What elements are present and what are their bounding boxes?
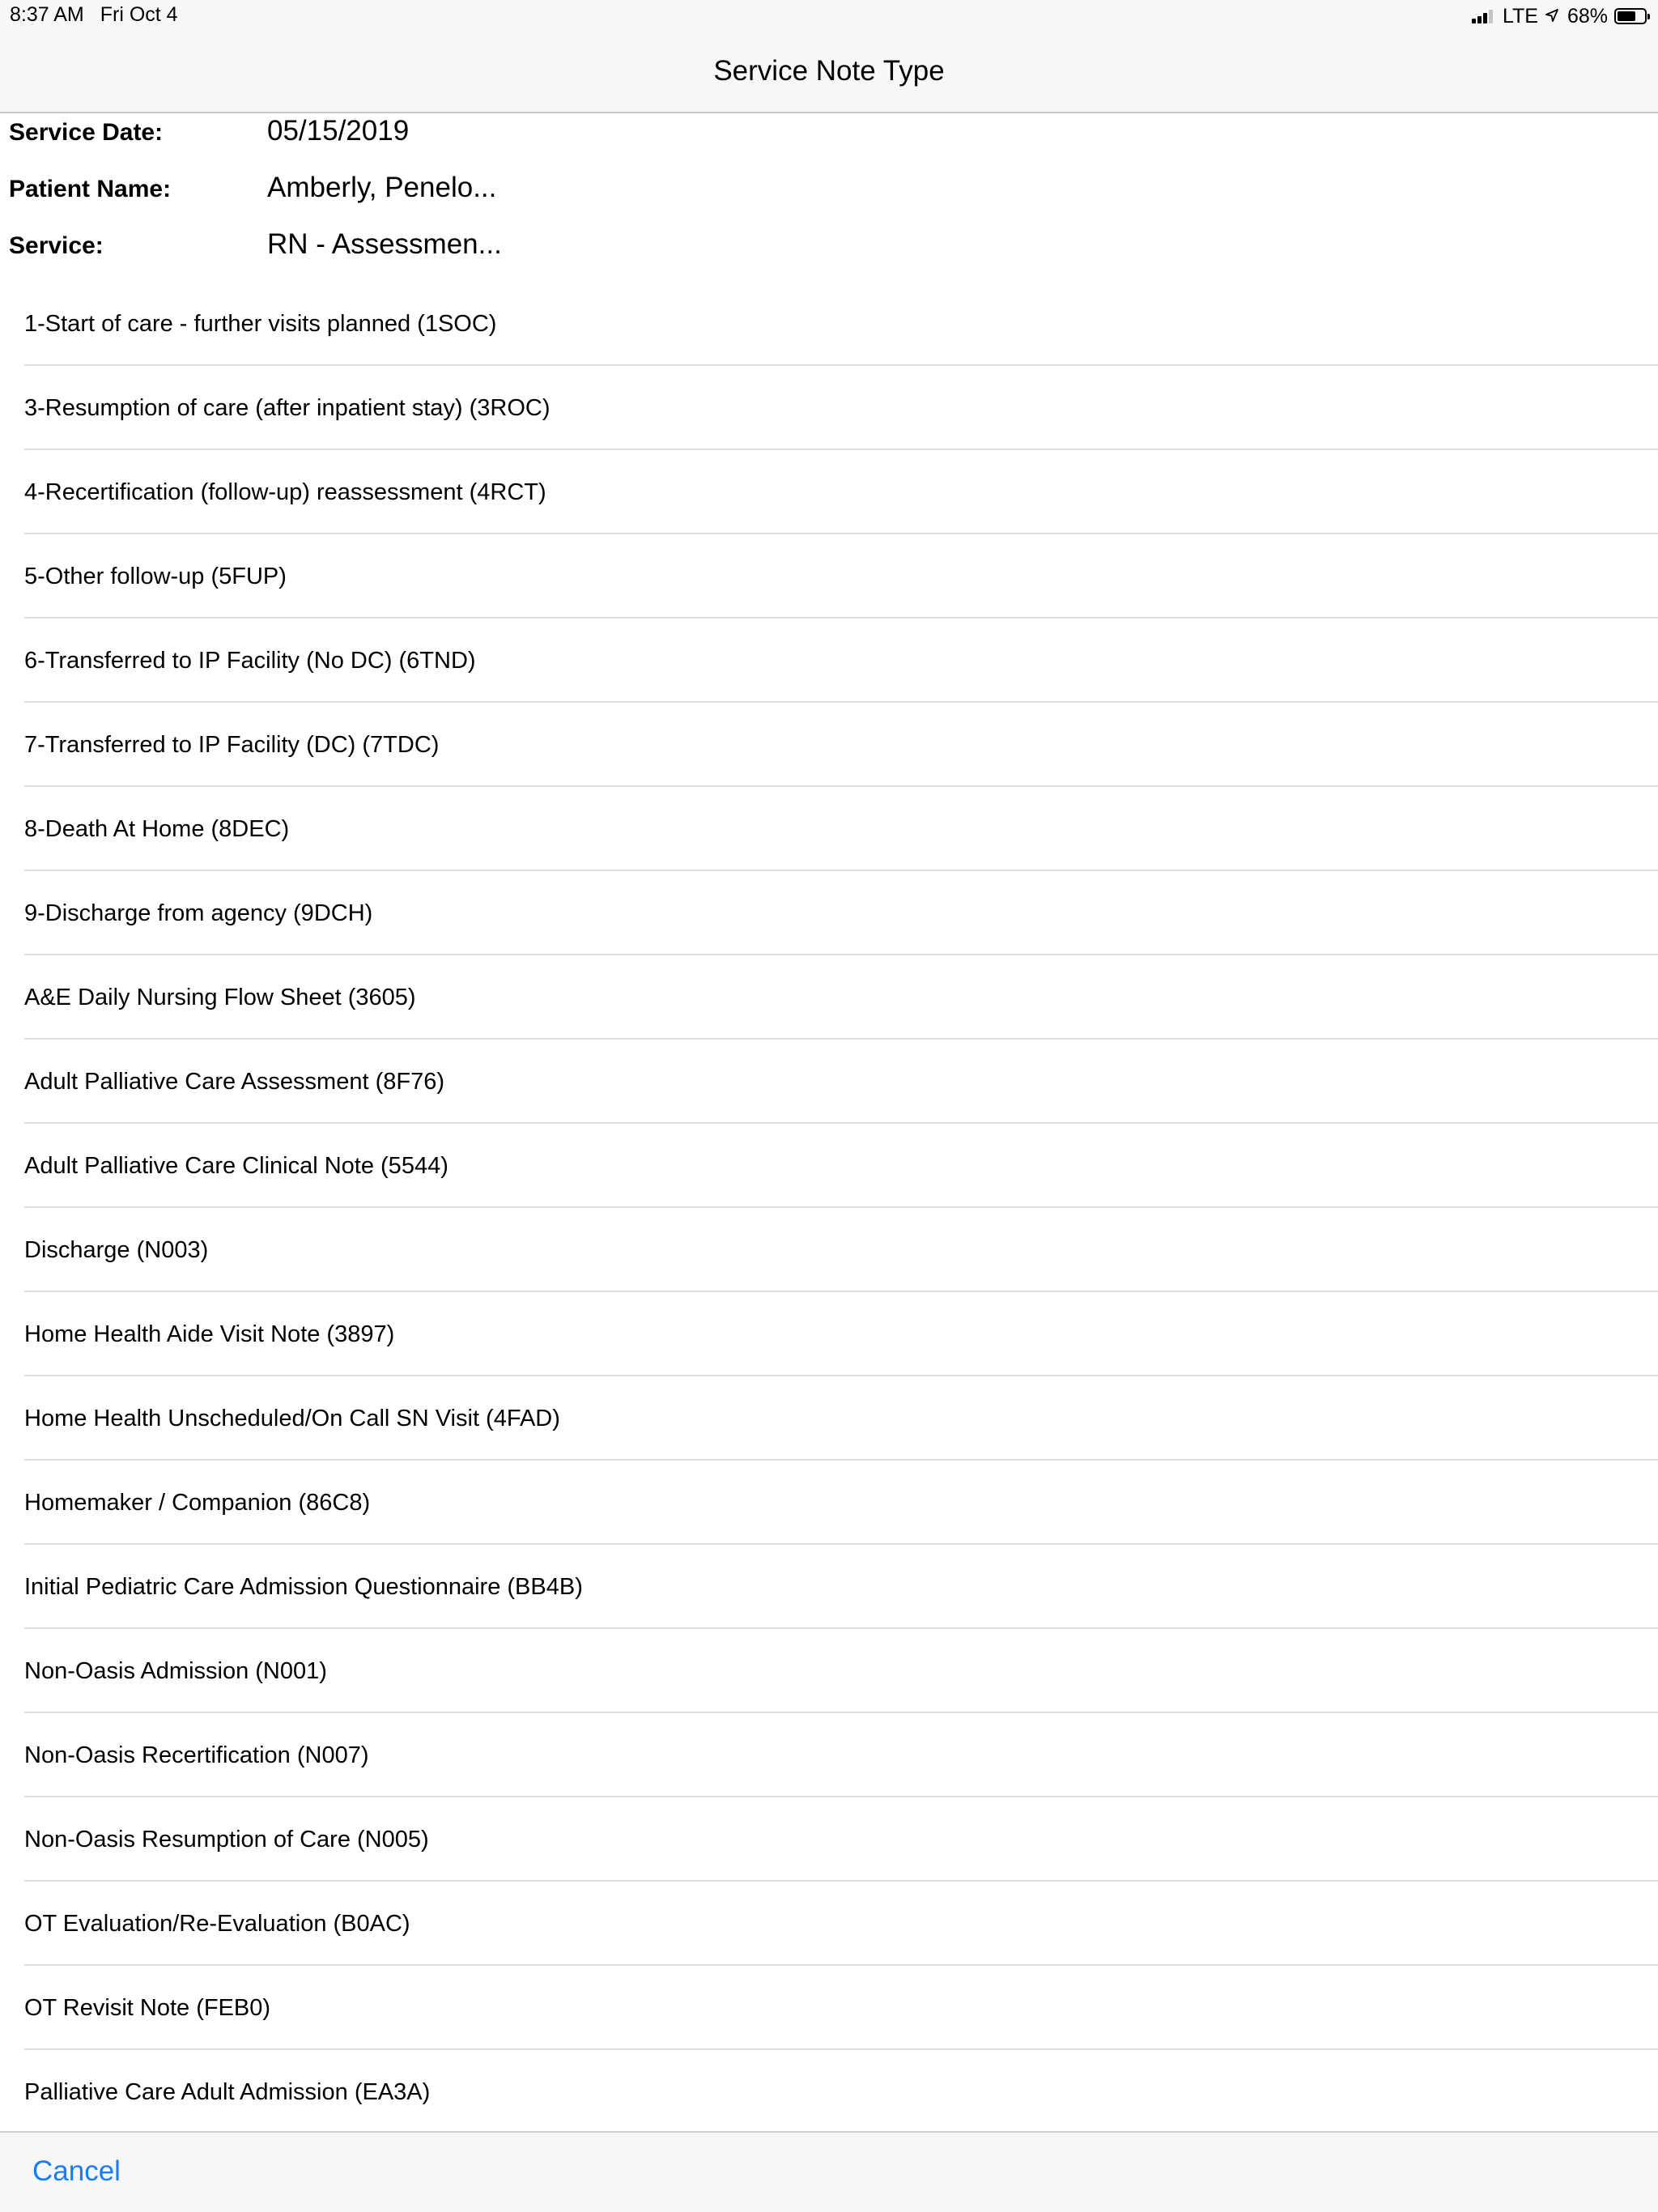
status-date: Fri Oct 4 [100, 3, 178, 26]
service-date-label: Service Date: [9, 119, 164, 146]
service-label: Service: [9, 232, 104, 259]
service-row [0, 230, 1658, 287]
list-item[interactable]: OT Revisit Note (FEB0) [24, 1966, 1658, 2050]
list-item[interactable]: Home Health Aide Visit Note (3897) [24, 1292, 1658, 1376]
patient-name-value: Amberly, Penelo... [267, 172, 497, 203]
cellular-signal-icon [1472, 9, 1494, 23]
service-date-value: 05/15/2019 [267, 115, 410, 147]
list-item[interactable]: 6-Transferred to IP Facility (No DC) (6TND) [24, 619, 1658, 703]
service-date-row [0, 117, 1658, 173]
network-type: LTE [1502, 4, 1538, 28]
list-item[interactable]: 4-Recertification (follow-up) reassessment (4RCT) [24, 450, 1658, 534]
location-arrow-icon [1545, 5, 1559, 28]
list-item[interactable]: 5-Other follow-up (5FUP) [24, 534, 1658, 619]
battery-icon [1614, 8, 1647, 24]
status-bar [0, 0, 1658, 32]
list-item[interactable]: Adult Palliative Care Assessment (8F76) [24, 1040, 1658, 1124]
list-item[interactable]: Non-Oasis Recertification (N007) [24, 1713, 1658, 1797]
list-item[interactable]: 8-Death At Home (8DEC) [24, 787, 1658, 871]
list-item[interactable]: Palliative Care Adult Admission (EA3A) [24, 2050, 1658, 2131]
list-item[interactable]: A&E Daily Nursing Flow Sheet (3605) [24, 955, 1658, 1040]
list-item[interactable]: Non-Oasis Resumption of Care (N005) [24, 1797, 1658, 1882]
status-time: 8:37 AM [10, 3, 84, 26]
list-item[interactable]: Initial Pediatric Care Admission Questionnaire (BB4B) [24, 1545, 1658, 1629]
list-item[interactable]: Non-Oasis Admission (N001) [24, 1629, 1658, 1713]
list-item[interactable]: 3-Resumption of care (after inpatient stay) (3ROC) [24, 366, 1658, 450]
list-item[interactable]: Homemaker / Companion (86C8) [24, 1461, 1658, 1545]
list-item[interactable]: 7-Transferred to IP Facility (DC) (7TDC) [24, 703, 1658, 787]
page-title: Service Note Type [713, 55, 945, 87]
list-item[interactable]: 9-Discharge from agency (9DCH) [24, 871, 1658, 955]
bottom-toolbar [0, 2131, 1658, 2212]
navigation-bar [0, 32, 1658, 113]
service-note-type-list[interactable] [0, 282, 1658, 2131]
patient-name-row [0, 173, 1658, 230]
cancel-button[interactable]: Cancel [32, 2155, 121, 2187]
patient-name-label: Patient Name: [9, 176, 172, 202]
status-bar-left [10, 3, 178, 27]
list-item[interactable]: Discharge (N003) [24, 1208, 1658, 1292]
battery-fill [1618, 11, 1635, 21]
list-item[interactable]: OT Evaluation/Re-Evaluation (B0AC) [24, 1882, 1658, 1966]
list-item[interactable]: 1-Start of care - further visits planned (1SOC) [24, 282, 1658, 366]
list-item[interactable]: Home Health Unscheduled/On Call SN Visit (4FAD) [24, 1376, 1658, 1461]
status-bar-right [1472, 3, 1647, 29]
battery-percent: 68% [1567, 4, 1608, 28]
service-value: RN - Assessmen... [267, 228, 502, 260]
list-item[interactable]: Adult Palliative Care Clinical Note (5544) [24, 1124, 1658, 1208]
